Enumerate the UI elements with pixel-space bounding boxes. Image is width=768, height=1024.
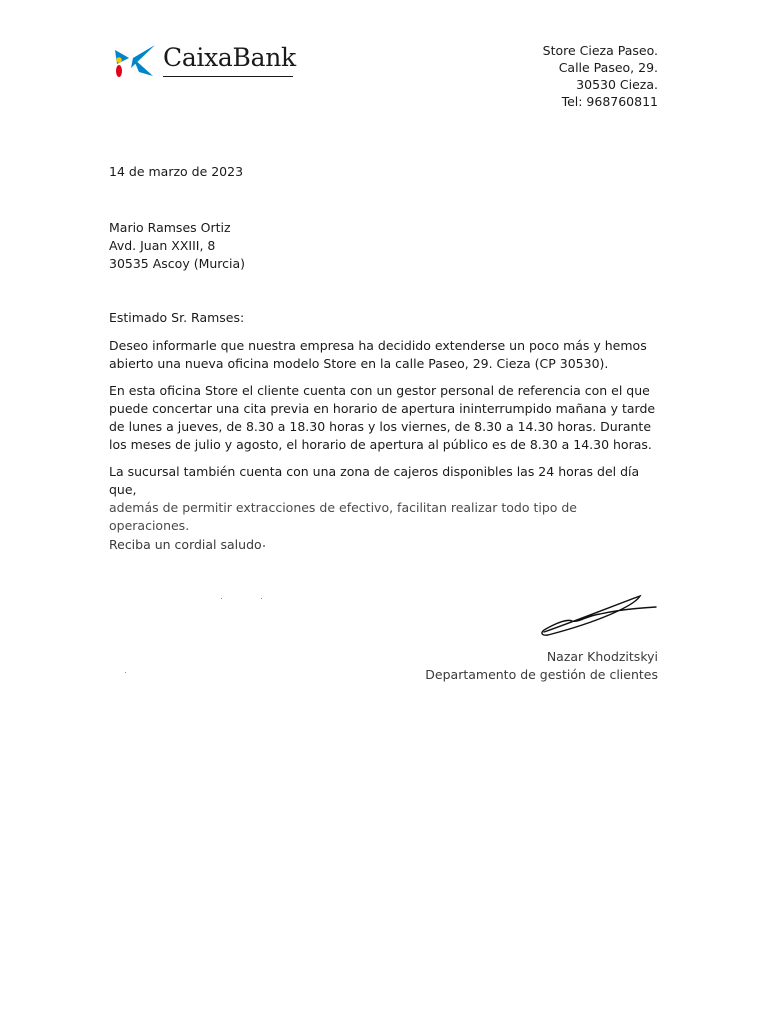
salutation: Estimado Sr. Ramses: bbox=[109, 310, 245, 325]
signature-image bbox=[538, 592, 658, 638]
stray-dot bbox=[125, 672, 126, 673]
paragraph: La sucursal también cuenta con una zona de cajeros disponibles las 24 horas del día que, bbox=[109, 464, 640, 497]
brand-name: CaixaBank bbox=[163, 43, 296, 72]
sender-line: 30530 Cieza. bbox=[576, 77, 658, 92]
signer-name: Nazar Khodzitskyi bbox=[546, 649, 658, 664]
caixabank-logo bbox=[109, 42, 299, 82]
recipient-street: Avd. Juan XXIII, 8 bbox=[109, 238, 216, 253]
recipient-name: Mario Ramses Ortiz bbox=[109, 220, 231, 235]
stray-dot bbox=[263, 545, 265, 547]
signer-department: Departamento de gestión de clientes bbox=[425, 667, 658, 682]
paragraph: además de permitir extracciones de efectivo, facilitan realizar todo tipo de operaciones. bbox=[109, 500, 577, 533]
sender-address bbox=[543, 42, 658, 110]
caixabank-star-icon bbox=[109, 42, 159, 82]
recipient-city: 30535 Ascoy (Murcia) bbox=[109, 256, 246, 271]
sender-phone: Tel: 968760811 bbox=[561, 94, 658, 109]
brand-underline bbox=[163, 76, 293, 77]
signer-block bbox=[425, 648, 658, 684]
paragraph: Deseo informarle que nuestra empresa ha decidido extenderse un poco más y hemos abierto una nueva oficina modelo Store en la calle Paseo, 29. Cieza (CP 30530). bbox=[109, 338, 647, 371]
recipient-address bbox=[109, 219, 245, 273]
stray-dot bbox=[261, 598, 262, 599]
sender-line: Store Cieza Paseo. bbox=[542, 43, 658, 58]
paragraph: En esta oficina Store el cliente cuenta con un gestor personal de referencia con el que puede concertar una cita previa en horario de apertura ininterrumpido mañana y tarde de lunes a jueves, de 8.30 a 18.30 horas y los viernes, de 8.30 a 14.30 horas. Durante los meses de julio y agosto, el horario de apertura al público es de 8.30 a 14.30 horas. bbox=[109, 383, 656, 452]
letter-body bbox=[109, 337, 661, 544]
sender-line: Calle Paseo, 29. bbox=[558, 60, 658, 75]
stray-dot bbox=[221, 598, 222, 599]
letter-date: 14 de marzo de 2023 bbox=[109, 164, 244, 179]
closing: Reciba un cordial saludo bbox=[109, 537, 262, 552]
